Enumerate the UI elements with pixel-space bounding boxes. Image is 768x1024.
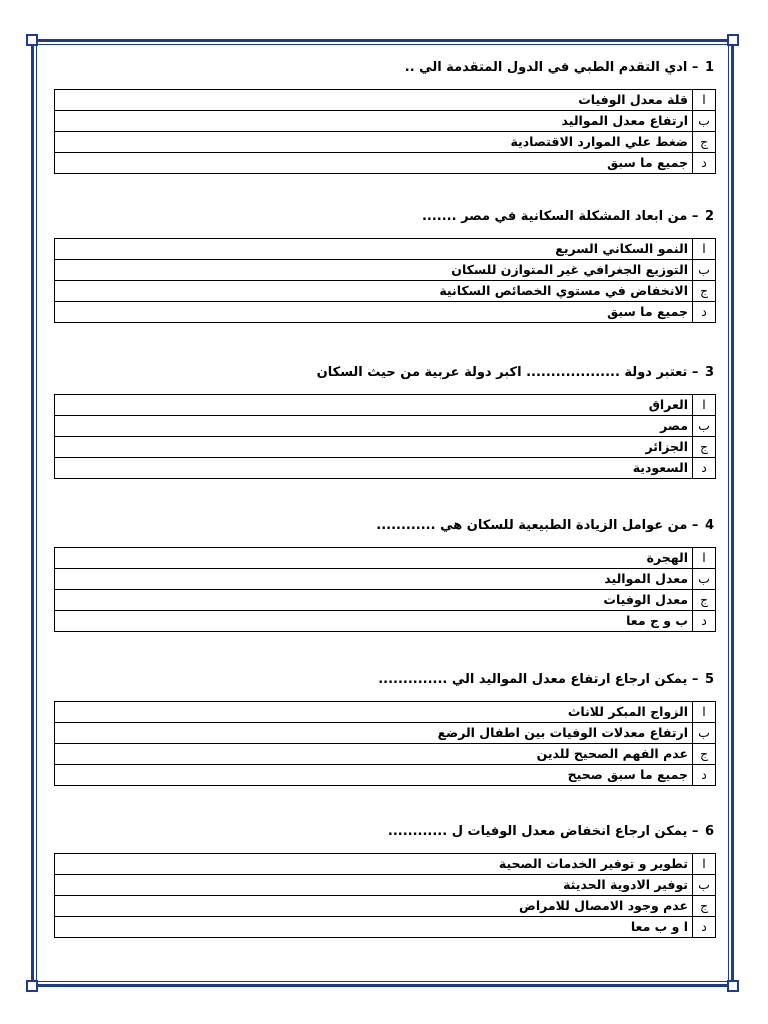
question-text: – يمكن ارجاع ارتفاع معدل المواليد الي .............. (378, 672, 699, 687)
corner-ornament-bottom-right (727, 980, 739, 992)
option-text: الجزائر (55, 437, 693, 458)
option-letter: ا (693, 702, 716, 723)
option-text: عدم وجود الامصال للامراض (55, 896, 693, 917)
question-title (53, 58, 716, 78)
option-text: السعودية (55, 458, 693, 479)
option-text: التوزيع الجغرافي غير المتوازن للسكان (55, 260, 693, 281)
option-letter: ب (693, 875, 716, 896)
option-letter: ج (693, 744, 716, 765)
option-letter: د (693, 611, 716, 632)
option-text: معدل المواليد (55, 569, 693, 590)
option-row (55, 458, 716, 479)
options-table (54, 89, 716, 174)
option-text: مصر (55, 416, 693, 437)
question-number: 4 (704, 518, 714, 533)
option-row (55, 153, 716, 174)
option-text: قلة معدل الوفيات (55, 90, 693, 111)
option-letter: ج (693, 896, 716, 917)
option-row (55, 548, 716, 569)
option-row (55, 917, 716, 938)
option-text: ارتفاع معدل المواليد (55, 111, 693, 132)
question-text: – من ابعاد المشكلة السكانية في مصر ....... (421, 209, 699, 224)
option-text: عدم الفهم الصحيح للدين (55, 744, 693, 765)
options-table (54, 701, 716, 786)
option-row (55, 611, 716, 632)
option-row (55, 744, 716, 765)
question-number: 6 (704, 824, 714, 839)
corner-ornament-top-left (26, 34, 38, 46)
options-table (54, 547, 716, 632)
question-title (53, 516, 716, 536)
options-table (54, 853, 716, 938)
option-letter: د (693, 765, 716, 786)
option-letter: ا (693, 854, 716, 875)
option-text: جميع ما سبق (55, 153, 693, 174)
option-text: معدل الوفيات (55, 590, 693, 611)
question-number: 3 (704, 365, 714, 380)
option-letter: ج (693, 132, 716, 153)
question-number: 5 (704, 672, 714, 687)
question-number: 2 (704, 209, 714, 224)
option-row (55, 765, 716, 786)
option-row (55, 416, 716, 437)
option-row (55, 111, 716, 132)
corner-ornament-bottom-left (26, 980, 38, 992)
option-row (55, 854, 716, 875)
option-text: ا و ب معا (55, 917, 693, 938)
option-row (55, 896, 716, 917)
options-table (54, 394, 716, 479)
option-text: الزواج المبكر للاناث (55, 702, 693, 723)
option-letter: د (693, 153, 716, 174)
question-number: 1 (704, 60, 714, 75)
option-letter: ب (693, 723, 716, 744)
option-text: ارتفاع معدلات الوفيات بين اطفال الرضع (55, 723, 693, 744)
option-text: الهجرة (55, 548, 693, 569)
option-letter: ج (693, 437, 716, 458)
option-letter: ج (693, 590, 716, 611)
question-title (53, 670, 716, 690)
option-letter: ب (693, 416, 716, 437)
option-letter: ج (693, 281, 716, 302)
option-letter: د (693, 302, 716, 323)
option-row (55, 239, 716, 260)
option-row (55, 281, 716, 302)
option-row (55, 302, 716, 323)
option-row (55, 702, 716, 723)
question-title (53, 363, 716, 383)
option-row (55, 875, 716, 896)
option-text: النمو السكاني السريع (55, 239, 693, 260)
question-text: – من عوامل الزيادة الطبيعية للسكان هي ............ (376, 518, 699, 533)
option-text: جميع ما سبق (55, 302, 693, 323)
option-letter: ا (693, 239, 716, 260)
question-text: – تعتبر دولة ................... اكبر دولة عربية من حيث السكان (316, 365, 699, 380)
option-row (55, 569, 716, 590)
options-table (54, 238, 716, 323)
option-text: ب و ج معا (55, 611, 693, 632)
option-text: الانخفاض في مستوي الخصائص السكانية (55, 281, 693, 302)
question-3 (53, 363, 716, 479)
option-row (55, 132, 716, 153)
option-text: توفير الادوية الحديثة (55, 875, 693, 896)
question-4 (53, 516, 716, 632)
option-row (55, 90, 716, 111)
question-6 (53, 822, 716, 938)
question-2 (53, 207, 716, 323)
question-1 (53, 58, 716, 174)
corner-ornament-top-right (727, 34, 739, 46)
option-row (55, 260, 716, 281)
question-title (53, 822, 716, 842)
option-letter: ب (693, 569, 716, 590)
option-letter: ا (693, 548, 716, 569)
option-letter: د (693, 917, 716, 938)
option-text: ضغط علي الموارد الاقتصادية (55, 132, 693, 153)
option-row (55, 723, 716, 744)
question-text: – يمكن ارجاع انخفاض معدل الوفيات ل ............ (387, 824, 699, 839)
option-letter: ا (693, 90, 716, 111)
option-letter: ا (693, 395, 716, 416)
option-letter: د (693, 458, 716, 479)
option-row (55, 437, 716, 458)
option-row (55, 395, 716, 416)
option-letter: ب (693, 111, 716, 132)
question-title (53, 207, 716, 227)
option-text: جميع ما سبق صحيح (55, 765, 693, 786)
question-text: – ادي التقدم الطبي في الدول المتقدمة الي .. (404, 60, 699, 75)
option-row (55, 590, 716, 611)
option-text: العراق (55, 395, 693, 416)
option-text: تطوير و توفير الخدمات الصحية (55, 854, 693, 875)
question-5 (53, 670, 716, 786)
option-letter: ب (693, 260, 716, 281)
